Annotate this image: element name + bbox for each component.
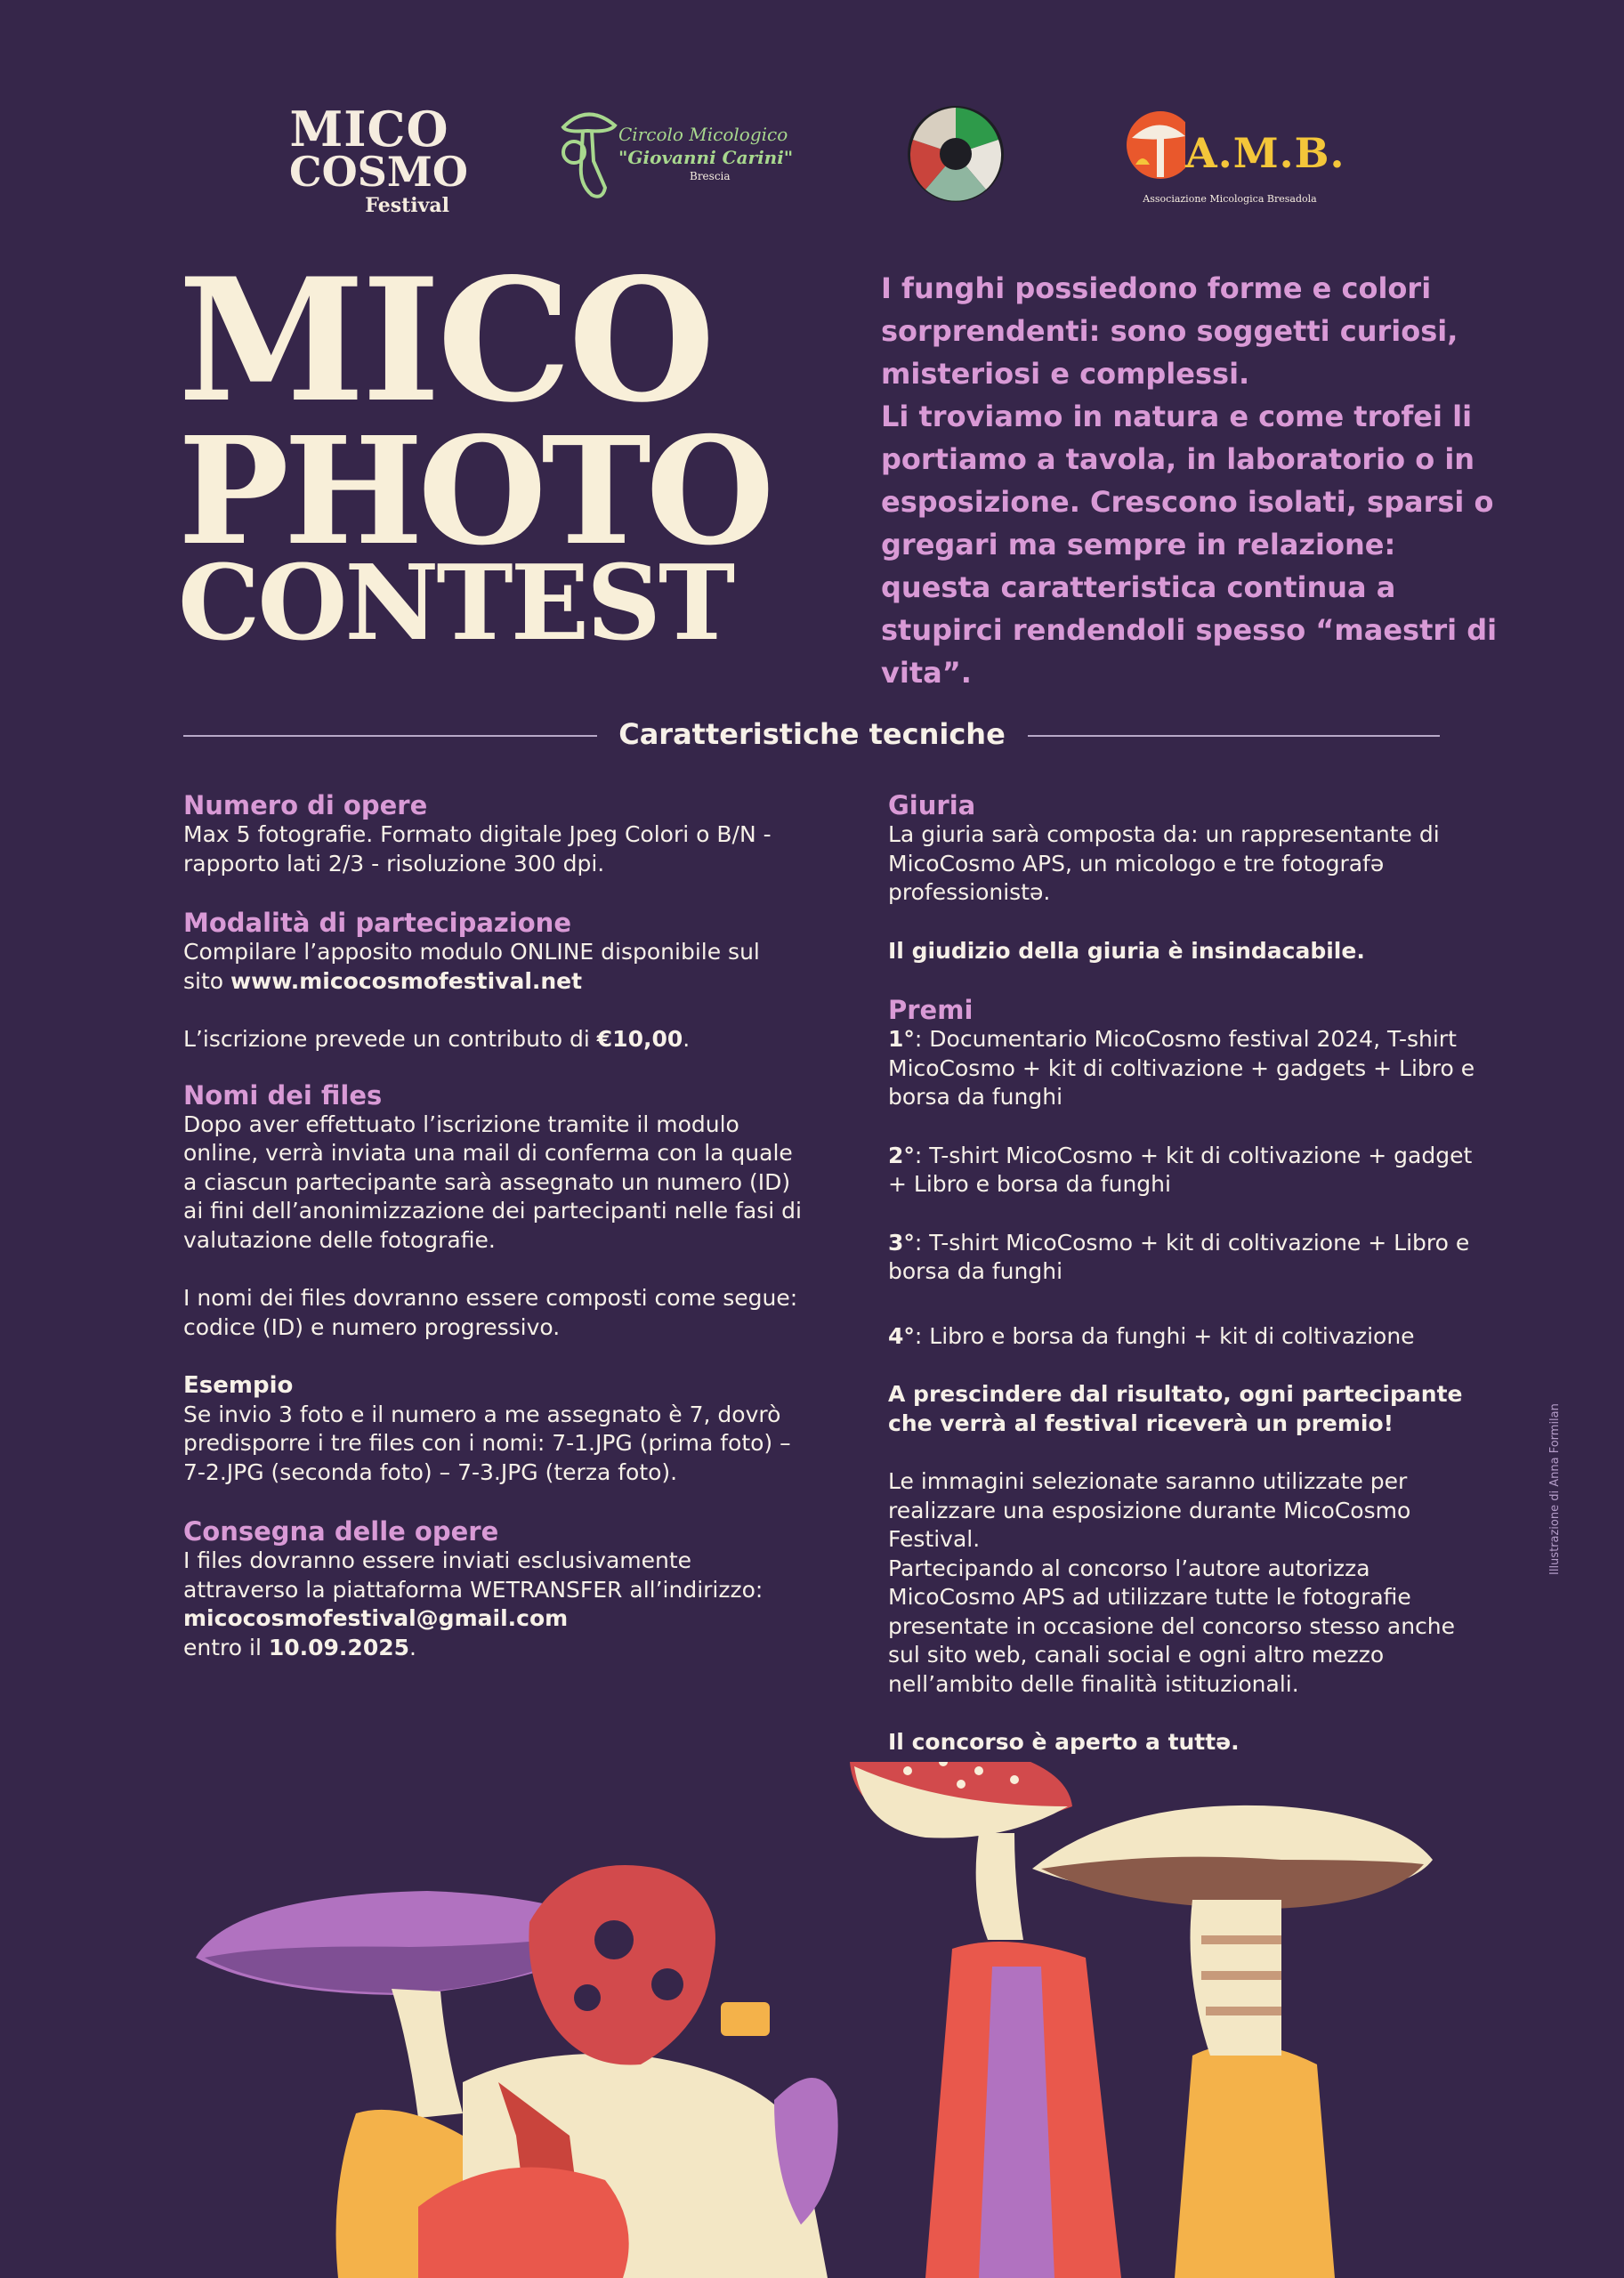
giuria-text: La giuria sarà composta da: un rappresentante di MicoCosmo APS, un micologo e tre fotografə professionistə. xyxy=(888,821,1440,905)
amb-logo xyxy=(1123,102,1345,209)
aperto-text: Il concorso è aperto a tuttə. xyxy=(888,1729,1240,1755)
intro-paragraph-1: I funghi possiedono forme e colori sorprendenti: sono soggetti curiosi, misteriosi e complessi. xyxy=(881,271,1458,391)
amb-title: A.M.B. xyxy=(1185,129,1345,177)
consegna-end: . xyxy=(409,1634,416,1660)
logo-festival-text: Festival xyxy=(365,194,449,217)
logo-cosmo-text: COSMO xyxy=(289,148,468,196)
iscrizione-text: L’iscrizione prevede un contributo di xyxy=(183,1026,597,1052)
section-title: Caratteristiche tecniche xyxy=(618,717,1006,751)
nomi-text-2: I nomi dei files dovranno essere composti come segue: codice (ID) e numero progressivo. xyxy=(183,1285,798,1340)
consegna-date: 10.09.2025 xyxy=(268,1634,409,1660)
premio-4 xyxy=(888,1322,1493,1352)
mushroom-people-illustration xyxy=(0,1762,1624,2278)
mushroom-logo-icon xyxy=(556,102,618,205)
premio-1-label: 1° xyxy=(888,1026,915,1052)
site-link[interactable]: www.micocosmofestival.net xyxy=(230,967,583,994)
premio-2-label: 2° xyxy=(888,1142,915,1168)
divider-left xyxy=(183,735,597,737)
intro-paragraph-2: Li troviamo in natura e come trofei li portiamo a tavola, in laboratorio o in esposizione. Crescono isolati, sparsi o gregari ma sempre in relazione: questa caratteristica continua a stupirci rendendoli spesso “maestri di vita”. xyxy=(881,400,1498,690)
logo-mico-text: MICO xyxy=(289,101,449,158)
premio-1-text: : Documentario MicoCosmo festival 2024, T-shirt MicoCosmo + kit di coltivazione + gadgets + Libro e borsa da funghi xyxy=(888,1026,1475,1110)
immagini-text-1: Le immagini selezionate saranno utilizzate per realizzare una esposizione durante MicoCosmo Festival. xyxy=(888,1468,1411,1552)
divider-right xyxy=(1028,735,1440,737)
amanita-mushroom-icon xyxy=(850,1762,1072,1940)
circolo-line2: "Giovanni Carini" xyxy=(618,147,794,168)
esempio-heading: Esempio xyxy=(183,1372,294,1399)
premio-4-label: 4° xyxy=(888,1322,915,1349)
numero-text: Max 5 fotografie. Formato digitale Jpeg Colori o B/N - rapporto lati 2/3 - risoluzione 300 dpi. xyxy=(183,821,772,876)
nomi-heading: Nomi dei files xyxy=(183,1079,383,1111)
right-column xyxy=(888,790,1493,1757)
micocosmo-logo xyxy=(289,101,468,217)
title-line-2: PHOTO xyxy=(178,405,770,578)
iscrizione-end: . xyxy=(683,1026,691,1052)
amb-mushroom-icon xyxy=(1123,102,1185,191)
intro-text xyxy=(881,267,1504,694)
left-column xyxy=(183,790,806,1662)
premio-1 xyxy=(888,1025,1493,1112)
consegna-text: I files dovranno essere inviati esclusivamente attraverso la piattaforma WETRANSFER all’indirizzo: xyxy=(183,1547,764,1603)
premio-3-label: 3° xyxy=(888,1229,915,1256)
modalita-paragraph xyxy=(183,938,806,996)
photo-club-logo xyxy=(906,104,1006,204)
consegna-paragraph xyxy=(183,1547,806,1662)
circolo-line1: Circolo Micologico xyxy=(618,124,788,145)
consegna-email[interactable]: micocosmofestival@gmail.com xyxy=(183,1605,569,1631)
premio-3-text: : T-shirt MicoCosmo + kit di coltivazione + Libro e borsa da funghi xyxy=(888,1229,1470,1284)
modalita-heading: Modalità di partecipazione xyxy=(183,908,571,938)
premio-4-text: : Libro e borsa da funghi + kit di coltivazione xyxy=(914,1322,1415,1349)
nomi-text-1: Dopo aver effettuato l’iscrizione tramite il modulo online, verrà inviata una mail di conferma con la quale a ciascun partecipante sarà assegnato un numero (ID) ai fini dell’anonimizzazione dei partecipanti nelle fasi di valutazione delle fotografie. xyxy=(183,1111,802,1253)
amb-subtitle: Associazione Micologica Bresadola xyxy=(1143,193,1317,205)
circolo-micologico-logo xyxy=(556,102,796,205)
aperture-logo-icon xyxy=(906,104,1006,204)
giuria-bold: Il giudizio della giuria è insindacabile. xyxy=(888,937,1365,964)
illustration-credit: Illustrazione di Anna Formilan xyxy=(1548,1403,1562,1575)
modalita-text: Compilare l’apposito modulo ONLINE disponibile sul sito xyxy=(183,939,760,994)
consegna-entro: entro il xyxy=(183,1634,269,1660)
premio-3 xyxy=(888,1229,1493,1287)
premio-2 xyxy=(888,1142,1493,1200)
premio-per-tutti: A prescindere dal risultato, ogni partecipante che verrà al festival riceverà un premio! xyxy=(888,1381,1463,1436)
consegna-heading: Consegna delle opere xyxy=(183,1516,499,1547)
title-line-1: MICO xyxy=(178,241,712,440)
circolo-line3: Brescia xyxy=(690,170,731,182)
title-line-3: CONTEST xyxy=(178,543,733,664)
numero-heading: Numero di opere xyxy=(183,790,428,820)
immagini-text-2: Partecipando al concorso l’autore autorizza MicoCosmo APS ad utilizzare tutte le fotografie presentate in occasione del concorso stesso anche sul sito web, canali social e ogni altro mezzo nell’ambito delle finalità istituzionali. xyxy=(888,1555,1456,1697)
premi-heading: Premi xyxy=(888,995,974,1025)
iscrizione-paragraph xyxy=(183,1025,806,1054)
giuria-heading: Giuria xyxy=(888,790,976,820)
esempio-text: Se invio 3 foto e il numero a me assegnato è 7, dovrò predisporre i tre files con i nomi: 7-1.JPG (prima foto) – 7-2.JPG (seconda foto) – 7-3.JPG (terza foto). xyxy=(183,1401,791,1485)
premio-2-text: : T-shirt MicoCosmo + kit di coltivazione + gadget + Libro e borsa da funghi xyxy=(888,1142,1473,1197)
iscrizione-price: €10,00 xyxy=(596,1026,683,1052)
